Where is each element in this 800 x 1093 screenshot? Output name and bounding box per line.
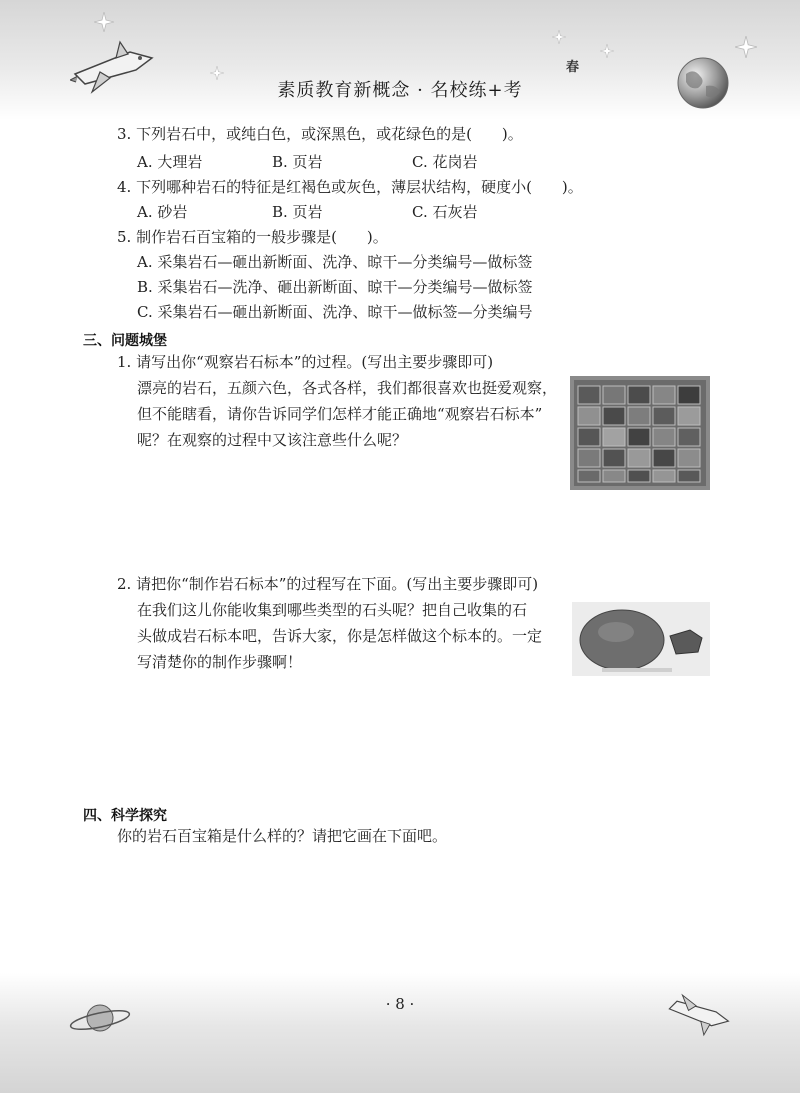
question-4-stem: 4. 下列哪种岩石的特征是红褐色或灰色，薄层状结构，硬度小( )。 (117, 178, 583, 196)
rock-samples-photo (572, 602, 710, 676)
q3-option-b: B. 页岩 (272, 153, 323, 171)
section3-q2-line2: 头做成岩石标本吧，告诉大家，你是怎样做这个标本的。一定 (137, 627, 543, 645)
header-title: 素质教育新概念 · 名校练+考 (277, 80, 523, 101)
question-5-stem: 5. 制作岩石百宝箱的一般步骤是( )。 (117, 228, 388, 246)
q4-option-c: C. 石灰岩 (412, 203, 478, 221)
star-icon (94, 12, 114, 32)
section3-q1-line2: 但不能瞎看，请你告诉同学们怎样才能正确地“观察岩石标本” (137, 405, 543, 423)
section3-q2-line1: 在我们这儿你能收集到哪些类型的石头呢？把自己收集的石 (137, 601, 528, 619)
rock-specimen-box-photo (570, 376, 710, 490)
section3-q2-stem: 2. 请把你“制作岩石标本”的过程写在下面。(写出主要步骤即可) (117, 575, 539, 593)
star-icon (735, 36, 757, 58)
q5-option-b: B. 采集岩石—洗净、砸出新断面、晾干—分类编号—做标签 (137, 278, 533, 296)
q4-option-a: A. 砂岩 (137, 203, 188, 221)
section4-prompt: 你的岩石百宝箱是什么样的？请把它画在下面吧。 (117, 827, 448, 845)
q5-option-c: C. 采集岩石—砸出新断面、洗净、晾干—做标签—分类编号 (137, 303, 533, 321)
section3-q1-line1: 漂亮的岩石，五颜六色，各式各样，我们都很喜欢也挺爱观察， (137, 379, 558, 397)
season-tag: 春 (566, 60, 580, 75)
page-number: · 8 · (385, 995, 415, 1013)
section-4-heading: 四、科学探究 (83, 808, 167, 824)
q3-option-a: A. 大理岩 (137, 153, 203, 171)
section3-q2-line3: 写清楚你的制作步骤啊！ (137, 653, 303, 671)
section-3-heading: 三、问题城堡 (83, 333, 167, 349)
q3-option-c: C. 花岗岩 (412, 153, 478, 171)
q4-option-b: B. 页岩 (272, 203, 323, 221)
section3-q1-line3: 呢？在观察的过程中又该注意些什么呢？ (137, 431, 408, 449)
section3-q1-stem: 1. 请写出你“观察岩石标本”的过程。(写出主要步骤即可) (117, 353, 494, 371)
question-3-stem: 3. 下列岩石中，或纯白色，或深黑色，或花绿色的是( )。 (117, 125, 523, 143)
q5-option-a: A. 采集岩石—砸出新断面、洗净、晾干—分类编号—做标签 (137, 253, 533, 271)
star-icon (600, 44, 614, 58)
star-icon (552, 30, 566, 44)
